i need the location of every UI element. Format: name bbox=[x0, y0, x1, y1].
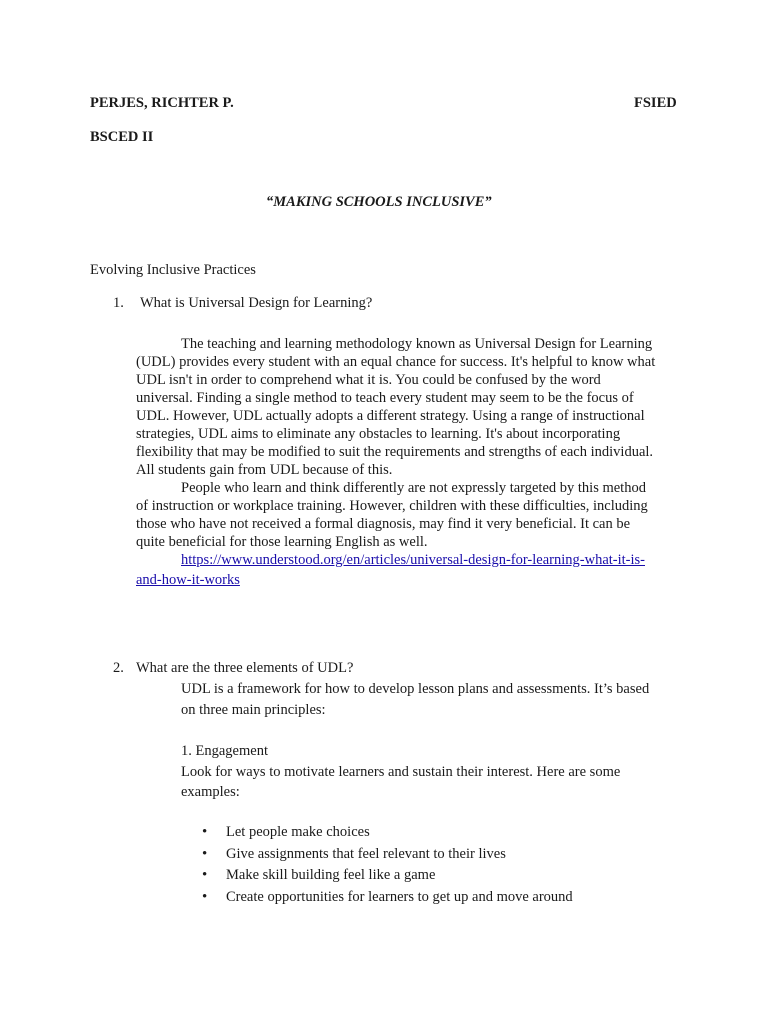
principle-description: Look for ways to motivate learners and sustain their interest. Here are some bbox=[181, 764, 621, 780]
q2-intro-line: on three main principles: bbox=[181, 702, 326, 718]
question-1-text: What is Universal Design for Learning? bbox=[140, 295, 373, 311]
q1-para1-line: flexibility that may be modified to suit the requirements and strengths of each individual. bbox=[136, 444, 654, 460]
reference-link[interactable]: https://www.understood.org/en/articles/universal-design-for-learning-what-it-is- bbox=[181, 552, 645, 568]
q1-para2-line: of instruction or workplace training. However, children with these difficulties, including bbox=[136, 498, 648, 514]
q1-para2-line: People who learn and think differently are not expressly targeted by this method bbox=[181, 480, 646, 496]
list-item: • Make skill building feel like a game bbox=[200, 865, 573, 887]
list-item: • Give assignments that feel relevant to their lives bbox=[200, 844, 573, 866]
q1-para1-line: universal. Finding a single method to teach every student may seem to be the focus of bbox=[136, 390, 634, 406]
list-item: • Create opportunities for learners to get up and move around bbox=[200, 887, 573, 909]
question-1-number: 1. bbox=[113, 295, 124, 311]
engagement-examples-list bbox=[200, 822, 573, 908]
q1-para1-line: UDL. However, UDL actually adopts a different strategy. Using a range of instructional bbox=[136, 408, 645, 424]
document-title: “MAKING SCHOOLS INCLUSIVE” bbox=[266, 194, 492, 210]
q2-intro-line: UDL is a framework for how to develop lesson plans and assessments. It’s based bbox=[181, 681, 650, 697]
section-heading: Evolving Inclusive Practices bbox=[90, 262, 256, 278]
q1-para2-line: quite beneficial for those learning English as well. bbox=[136, 534, 428, 550]
reference-link-continued[interactable]: and-how-it-works bbox=[136, 572, 240, 588]
principle-description: examples: bbox=[181, 784, 240, 800]
list-item: • Let people make choices bbox=[200, 822, 573, 844]
q1-para1-line: UDL isn't in order to comprehend what it is. You could be confused by the word bbox=[136, 372, 601, 388]
question-2-number: 2. bbox=[113, 660, 124, 676]
q1-para1-line: All students gain from UDL because of this. bbox=[136, 462, 393, 478]
question-2-text: What are the three elements of UDL? bbox=[136, 660, 354, 676]
q1-para1-line: The teaching and learning methodology known as Universal Design for Learning bbox=[181, 336, 653, 352]
student-section: BSCED II bbox=[90, 129, 154, 145]
q1-para2-line: those who have not received a formal diagnosis, may find it very beneficial. It can be bbox=[136, 516, 631, 532]
course-code: FSIED bbox=[634, 95, 677, 111]
student-name: PERJES, RICHTER P. bbox=[90, 95, 234, 111]
q1-para1-line: strategies, UDL aims to eliminate any obstacles to learning. It's about incorporating bbox=[136, 426, 621, 442]
principle-heading: 1. Engagement bbox=[181, 743, 268, 759]
q1-para1-line: (UDL) provides every student with an equal chance for success. It's helpful to know what bbox=[136, 354, 656, 370]
